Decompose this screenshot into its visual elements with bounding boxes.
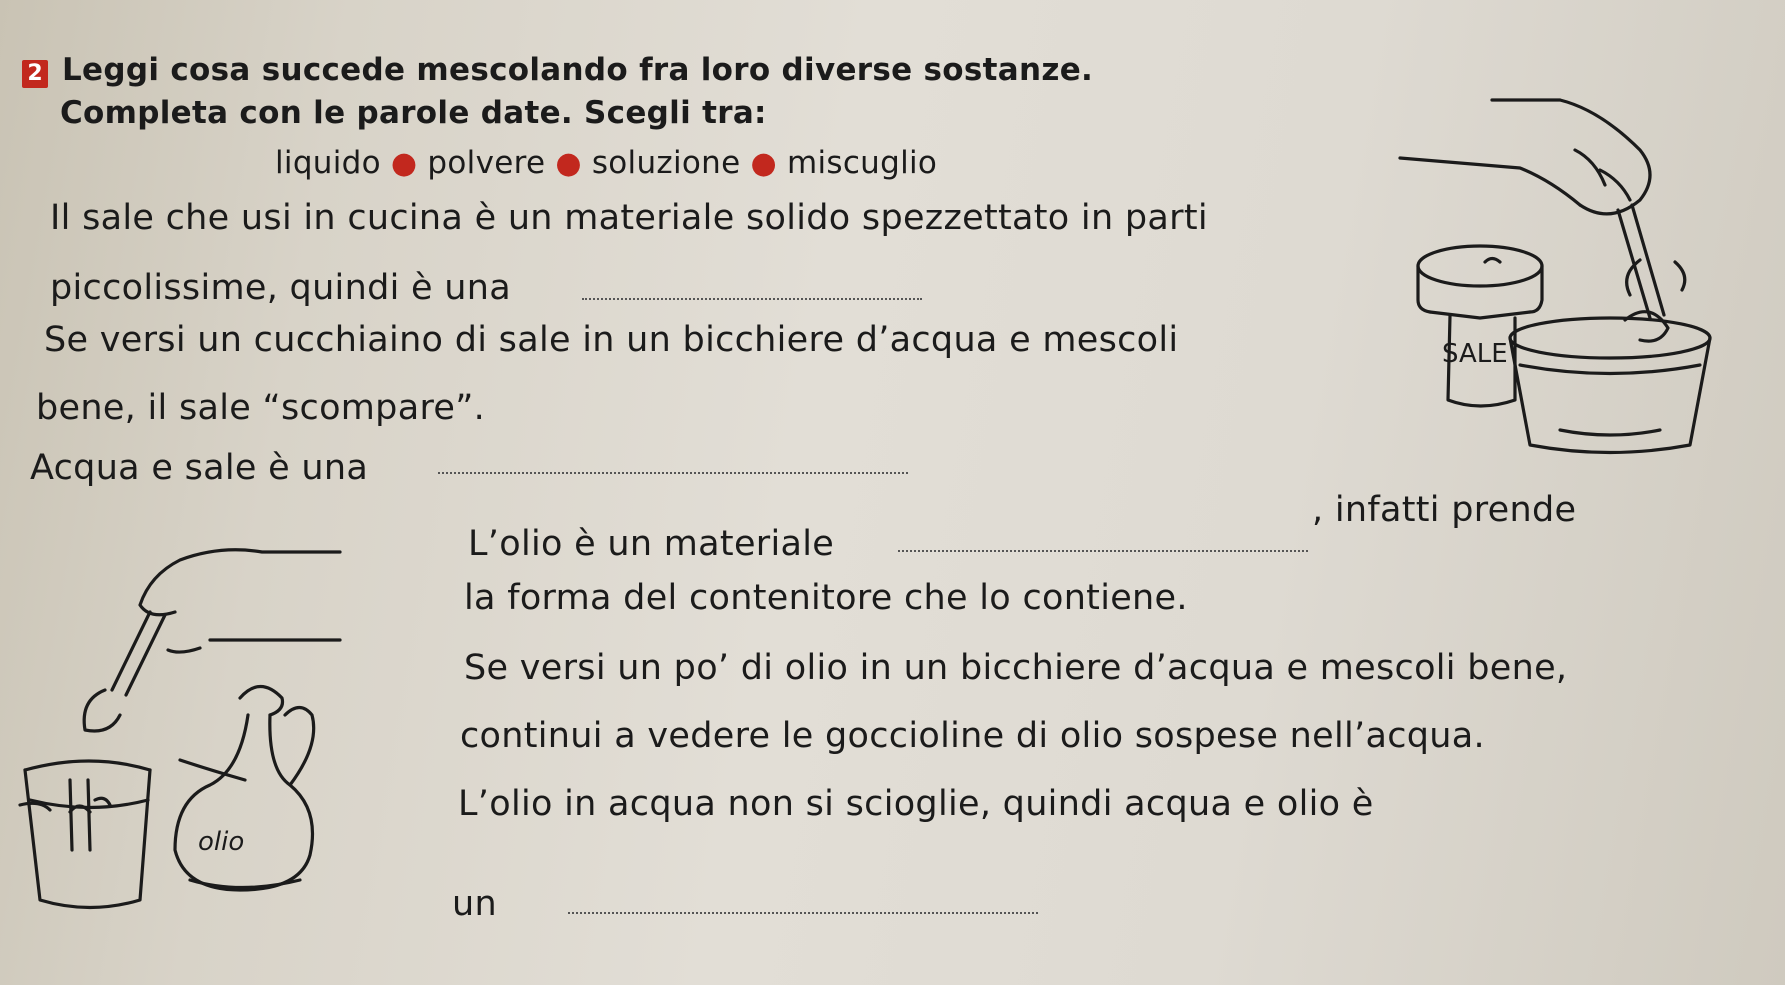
instruction-line-2: Completa con le parole date. Scegli tra:: [60, 95, 767, 131]
p1-line-3: Se versi un cucchiaino di sale in un bicchiere d’acqua e mescoli: [44, 320, 1179, 360]
salt-glass-illustration: [1400, 100, 1710, 453]
p1-line-4: bene, il sale “scompare”.: [36, 388, 486, 428]
choice-polvere: polvere: [427, 145, 546, 181]
bullet-dot-icon: ●: [390, 146, 418, 181]
p1-line-2: piccolissime, quindi è una: [50, 268, 512, 308]
p2-line-2: la forma del contenitore che lo contiene.: [464, 578, 1188, 618]
bullet-dot-icon: ●: [555, 146, 582, 181]
exercise-number-badge: 2: [22, 60, 48, 88]
instruction-line-1: Leggi cosa succede mescolando fra loro diverse sostanze.: [62, 52, 1094, 88]
bullet-dot-icon: ●: [750, 146, 777, 181]
p1-line-5: Acqua e sale è una: [30, 448, 369, 488]
salt-label: SALE: [1442, 339, 1508, 369]
p2-line-1-end: , infatti prende: [1312, 490, 1577, 530]
oil-label: olio: [198, 827, 245, 857]
choice-miscuglio: miscuglio: [786, 145, 938, 181]
p2-line-3: Se versi un po’ di olio in un bicchiere d’acqua e mescoli bene,: [464, 648, 1568, 688]
p2-line-5: L’olio in acqua non si scioglie, quindi acqua e olio è: [458, 784, 1374, 824]
choice-soluzione: soluzione: [591, 145, 741, 181]
p2-line-4: continui a vedere le goccioline di olio sospese nell’acqua.: [460, 716, 1485, 756]
choice-liquido: liquido: [275, 145, 381, 181]
p2-line-1: L’olio è un materiale: [468, 524, 835, 564]
p1-line-1: Il sale che usi in cucina è un materiale solido spezzettato in parti: [50, 198, 1208, 238]
oil-glass-illustration: [20, 550, 340, 908]
p2-line-6: un: [452, 884, 497, 924]
